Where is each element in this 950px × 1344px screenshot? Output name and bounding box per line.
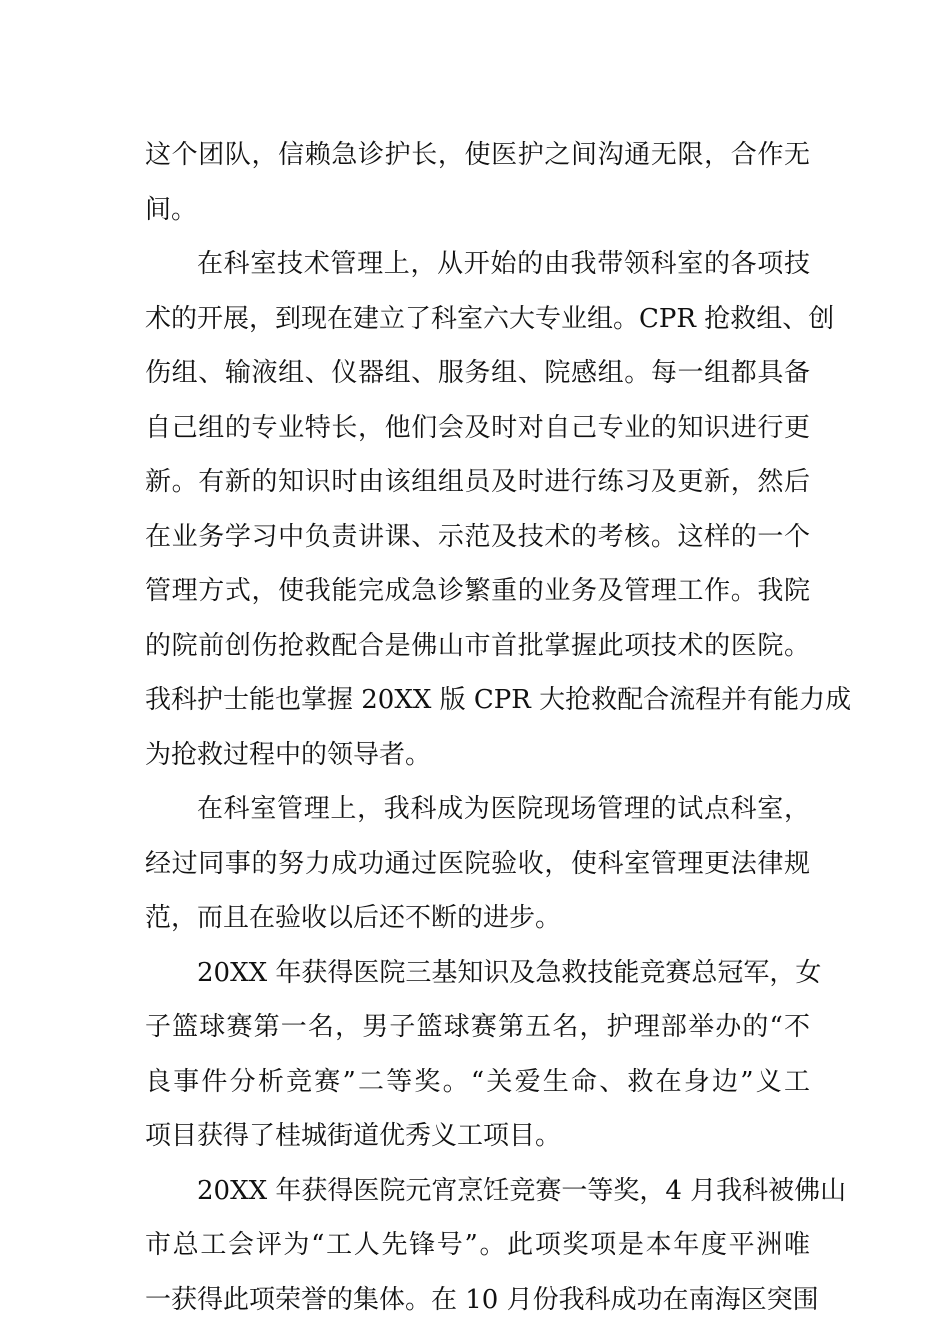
text-line: 经过同事的努力成功通过医院验收，使科室管理更法律规 bbox=[145, 848, 810, 879]
text-line: 良事件分析竞赛”二等奖。“关爱生命、救在身边”义工 bbox=[145, 1066, 810, 1097]
paragraph bbox=[145, 237, 852, 782]
paragraph bbox=[145, 1164, 847, 1328]
text-line: 一获得此项荣誉的集体。在 10 月份我科成功在南海区突围 bbox=[145, 1284, 819, 1315]
text-line: 的院前创伤抢救配合是佛山市首批掌握此项技术的医院。 bbox=[145, 630, 810, 661]
paragraph bbox=[145, 946, 822, 1164]
text-line: 子篮球赛第一名，男子篮球赛第五名，护理部举办的“不 bbox=[145, 1012, 810, 1042]
text-line: 自己组的专业特长，他们会及时对自己专业的知识进行更 bbox=[145, 412, 810, 443]
text-line: 间。 bbox=[145, 194, 198, 225]
text-line: 项目获得了桂城街道优秀义工项目。 bbox=[145, 1121, 562, 1151]
text-line: 这个团队，信赖急诊护长，使医护之间沟通无限，合作无 bbox=[145, 140, 810, 170]
text-line: 术的开展，到现在建立了科室六大专业组。CPR 抢救组、创 bbox=[145, 303, 835, 334]
text-line: 在业务学习中负责讲课、示范及技术的考核。这样的一个 bbox=[145, 521, 810, 552]
text-line: 伤组、输液组、仪器组、服务组、院感组。每一组都具备 bbox=[145, 358, 810, 388]
text-line: 范，而且在验收以后还不断的进步。 bbox=[145, 903, 562, 933]
text-line: 在科室管理上，我科成为医院现场管理的试点科室， bbox=[197, 794, 810, 824]
text-line: 20XX 年获得医院三基知识及急救技能竞赛总冠军，女 bbox=[197, 957, 822, 988]
text-line: 市总工会评为“工人先锋号”。此项奖项是本年度平洲唯 bbox=[145, 1230, 810, 1260]
text-line: 管理方式，使我能完成急诊繁重的业务及管理工作。我院 bbox=[145, 576, 810, 606]
text-line: 新。有新的知识时由该组组员及时进行练习及更新，然后 bbox=[145, 467, 810, 497]
paragraph bbox=[145, 782, 810, 946]
text-line: 20XX 年获得医院元宵烹饪竞赛一等奖，4 月我科被佛山 bbox=[197, 1175, 847, 1206]
paragraph bbox=[145, 128, 810, 237]
document-body bbox=[145, 128, 852, 1327]
text-line: 在科室技术管理上，从开始的由我带领科室的各项技 bbox=[197, 249, 810, 279]
text-line: 为抢救过程中的领导者。 bbox=[145, 739, 432, 770]
text-line: 我科护士能也掌握 20XX 版 CPR 大抢救配合流程并有能力成 bbox=[145, 685, 852, 715]
